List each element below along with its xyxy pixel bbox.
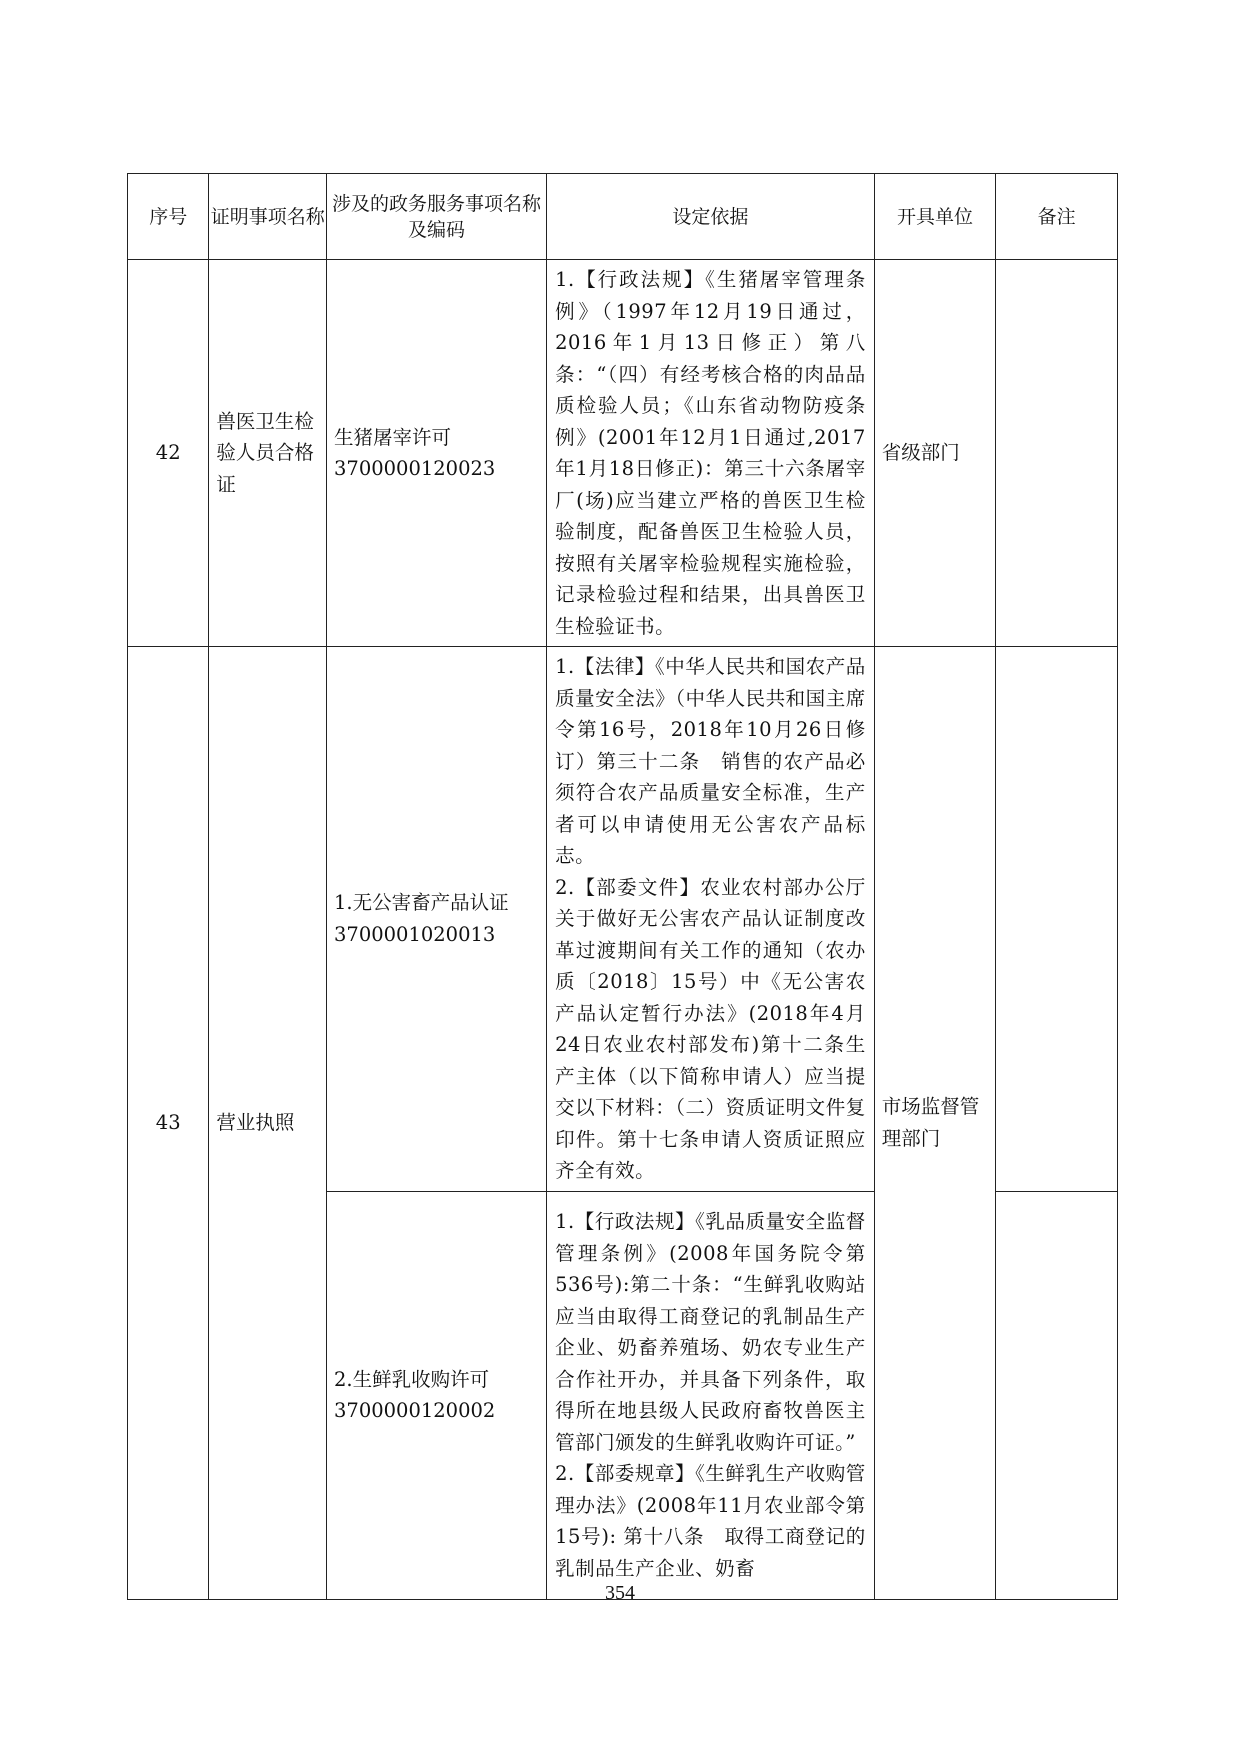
row-note xyxy=(996,260,1118,647)
row-basis xyxy=(547,260,875,647)
header-issuer: 开具单位 xyxy=(874,174,996,260)
service-name: 生猪屠宰许可 xyxy=(334,425,452,449)
service-code: 3700000120023 xyxy=(334,457,496,480)
row-cert-name: 兽医卫生检验人员合格证 xyxy=(209,260,327,647)
row-issuer: 市场监督管理部门 xyxy=(874,647,996,1600)
row-service xyxy=(327,260,547,647)
row-service xyxy=(327,647,547,1192)
basis-paragraph: 1.【行政法规】《乳品质量安全监督管理条例》(2008年国务院令第536号):第二十条：“生鲜乳收购站应当由取得工商登记的乳制品生产企业、奶畜养殖场、奶农专业生产合作社开办，并具备下列条件，取得所在地县级人民政府畜牧兽医主管部门颁发的生鲜乳收购许可证。” xyxy=(555,1210,866,1454)
row-seq: 43 xyxy=(128,647,209,1600)
service-code: 3700000120002 xyxy=(334,1399,496,1422)
row-note xyxy=(996,1191,1118,1599)
row-note xyxy=(996,647,1118,1192)
service-code: 3700001020013 xyxy=(334,922,496,946)
table-row xyxy=(128,647,1118,1192)
service-name: 1.无公害畜产品认证 xyxy=(334,891,509,915)
header-service: 涉及的政务服务事项名称及编码 xyxy=(327,174,547,260)
page-number: 354 xyxy=(605,1582,635,1604)
table-row xyxy=(128,260,1118,647)
header-note: 备注 xyxy=(996,174,1118,260)
certificate-table xyxy=(127,173,1118,1600)
header-seq: 序号 xyxy=(128,174,209,260)
row-service xyxy=(327,1191,547,1599)
header-row xyxy=(128,174,1118,260)
row-basis xyxy=(547,1191,875,1599)
basis-paragraph: 1.【法律】《中华人民共和国农产品质量安全法》（中华人民共和国主席令第16号，2018年10月26日修订）第三十二条 销售的农产品必须符合农产品质量安全标准，生产者可以申请使用无公害农产品标志。 xyxy=(555,655,866,867)
service-name: 2.生鲜乳收购许可 xyxy=(334,1367,490,1391)
basis-paragraph: 2.【部委规章】《生鲜乳生产收购管理办法》(2008年11月农业部令第15号): 第十八条 取得工商登记的乳制品生产企业、奶畜 xyxy=(555,1462,866,1580)
header-basis: 设定依据 xyxy=(547,174,875,260)
row-seq: 42 xyxy=(128,260,209,647)
row-cert-name: 营业执照 xyxy=(209,647,327,1600)
row-basis xyxy=(547,647,875,1192)
basis-paragraph: 1.【行政法规】《生猪屠宰管理条例》（1997年12月19日通过，2016年1月13日修正）第八条：“（四）有经考核合格的肉品品质检验人员；《山东省动物防疫条例》(2001年12月1日通过,2017年1月18日修正)：第三十六条屠宰厂(场)应当建立严格的兽医卫生检验制度，配备兽医卫生检验人员，按照有关屠宰检验规程实施检验，记录检验过程和结果，出具兽医卫生检验证书。 xyxy=(555,268,866,638)
header-cert-name: 证明事项名称 xyxy=(209,174,327,260)
row-issuer: 省级部门 xyxy=(874,260,996,647)
basis-paragraph: 2.【部委文件】农业农村部办公厅关于做好无公害农产品认证制度改革过渡期间有关工作的通知（农办质〔2018〕15号）中《无公害农产品认定暂行办法》(2018年4月24日农业农村部发布)第十二条生产主体（以下简称申请人）应当提交以下材料：（二）资质证明文件复印件。第十七条申请人资质证照应齐全有效。 xyxy=(555,875,866,1182)
